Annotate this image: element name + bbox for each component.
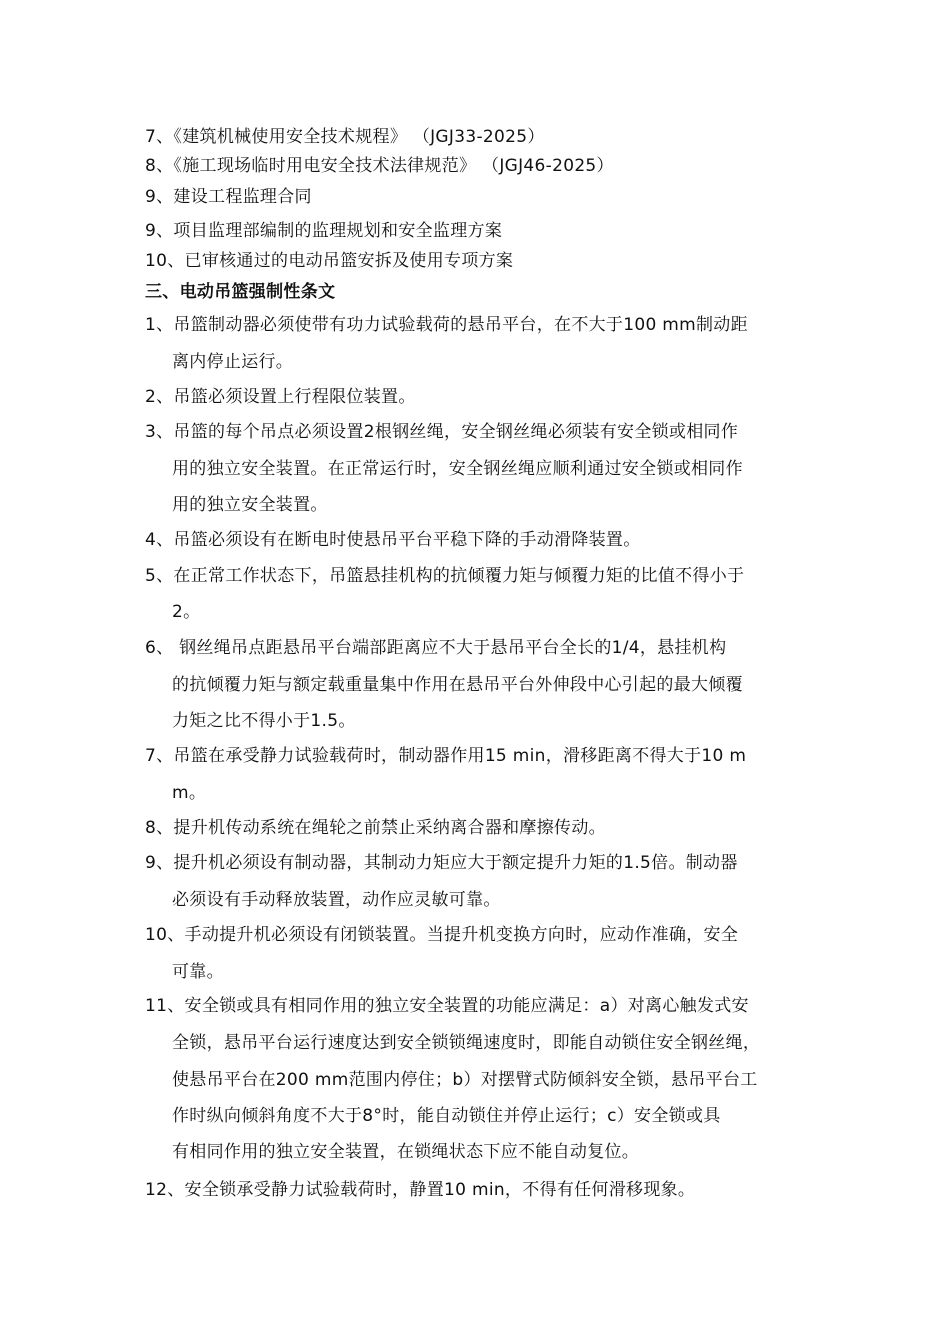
clause-4: 4、吊篮必须设有在断电时使悬吊平台平稳下降的手动滑降装置。	[145, 530, 641, 550]
basis-item-9b: 9、项目监理部编制的监理规划和安全监理方案	[145, 221, 503, 241]
clause-2: 2、吊篮必须设置上行程限位装置。	[145, 387, 416, 407]
clause-6-line-1: 6、 钢丝绳吊点距悬吊平台端部距离应不大于悬吊平台全长的1/4，悬挂机构	[145, 638, 727, 658]
clause-3-line-2: 用的独立安全装置。在正常运行时，安全钢丝绳应顺利通过安全锁或相同作	[172, 459, 743, 479]
basis-item-9a: 9、建设工程监理合同	[145, 187, 312, 207]
clause-5-line-2: 2。	[172, 602, 201, 622]
clause-7-line-1: 7、吊篮在承受静力试验载荷时，制动器作用15 min，滑移距离不得大于10 m	[145, 746, 747, 766]
clause-9-line-1: 9、提升机必须设有制动器，其制动力矩应大于额定提升力矩的1.5倍。制动器	[145, 853, 738, 873]
clause-1-line-2: 离内停止运行。	[172, 352, 294, 372]
clause-6-line-2: 的抗倾覆力矩与额定载重量集中作用在悬吊平台外伸段中心引起的最大倾覆	[172, 675, 743, 695]
clause-11-line-2: 全锁，悬吊平台运行速度达到安全锁锁绳速度时，即能自动锁住安全钢丝绳，	[172, 1033, 761, 1053]
basis-item-10: 10、已审核通过的电动吊篮安拆及使用专项方案	[145, 251, 514, 271]
clause-9-line-2: 必须设有手动释放装置，动作应灵敏可靠。	[172, 890, 501, 910]
clause-11-line-4: 作时纵向倾斜角度不大于8°时，能自动锁住并停止运行；c）安全锁或具	[172, 1106, 721, 1126]
clause-11-line-3: 使悬吊平台在200 mm范围内停住；b）对摆臂式防倾斜安全锁，悬吊平台工	[172, 1070, 758, 1090]
clause-11-line-5: 有相同作用的独立安全装置，在锁绳状态下应不能自动复位。	[172, 1142, 640, 1162]
clause-12: 12、安全锁承受静力试验载荷时，静置10 min，不得有任何滑移现象。	[145, 1180, 696, 1200]
clause-8: 8、提升机传动系统在绳轮之前禁止采纳离合器和摩擦传动。	[145, 818, 606, 838]
clause-6-line-3: 力矩之比不得小于1.5。	[172, 711, 356, 731]
clause-10-line-2: 可靠。	[172, 962, 224, 982]
basis-item-8: 8、《施工现场临时用电安全技术法律规范》 （JGJ46-2025）	[145, 156, 614, 176]
clause-3-line-1: 3、吊篮的每个吊点必须设置2根钢丝绳，安全钢丝绳必须装有安全锁或相同作	[145, 422, 739, 442]
clause-5-line-1: 5、在正常工作状态下，吊篮悬挂机构的抗倾覆力矩与倾覆力矩的比值不得小于	[145, 566, 745, 586]
section-title: 三、电动吊篮强制性条文	[145, 282, 336, 302]
basis-item-7: 7、《建筑机械使用安全技术规程》 （JGJ33-2025）	[145, 127, 545, 147]
clause-3-line-3: 用的独立安全装置。	[172, 495, 328, 515]
clause-1-line-1: 1、吊篮制动器必须使带有功力试验载荷的悬吊平台，在不大于100 mm制动距	[145, 315, 748, 335]
clause-10-line-1: 10、手动提升机必须设有闭锁装置。当提升机变换方向时，应动作准确，安全	[145, 925, 739, 945]
clause-11-line-1: 11、安全锁或具有相同作用的独立安全装置的功能应满足：a）对离心触发式安	[145, 996, 749, 1016]
clause-7-line-2: m。	[172, 783, 207, 803]
